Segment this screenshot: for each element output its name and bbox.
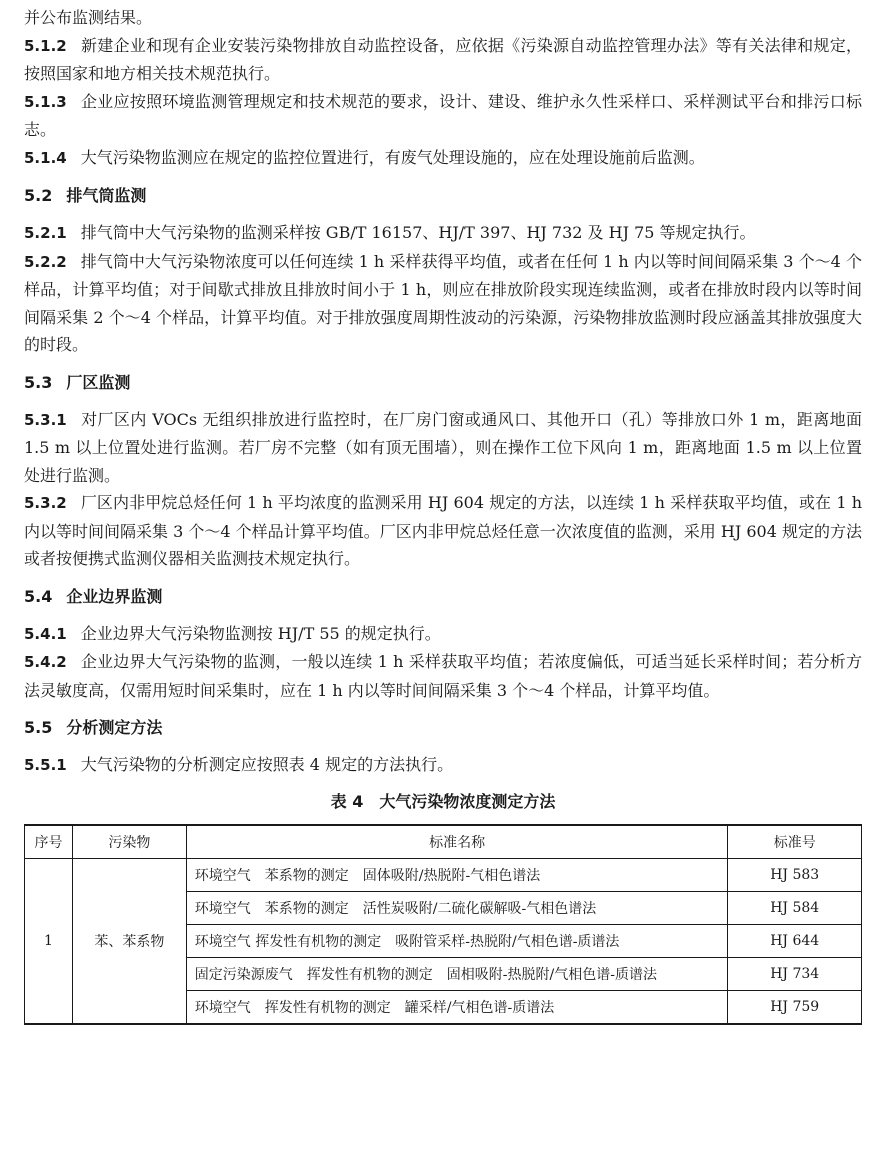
clause-5-3-1 [24, 406, 862, 490]
section-number: 5.3 [24, 372, 53, 392]
section-number: 5.5 [24, 718, 53, 737]
clause-5-1-4 [24, 144, 862, 173]
clause-text: 企业边界大气污染物监测按 HJ/T 55 的规定执行。 [80, 623, 441, 643]
table-caption-title: 大气污染物浓度测定方法 [379, 791, 556, 811]
section-title: 企业边界监测 [66, 586, 163, 606]
clause-text: 大气污染物的分析测定应按照表 4 规定的方法执行。 [80, 755, 454, 774]
cell-standard-name: 环境空气 苯系物的测定 固体吸附/热脱附-气相色谱法 [186, 858, 728, 891]
clause-number: 5.1.3 [24, 92, 67, 111]
section-heading-5-4 [24, 583, 862, 610]
clause-5-5-1 [24, 751, 862, 780]
section-heading-5-3 [24, 369, 862, 396]
clause-5-2-2 [24, 248, 862, 359]
document-page [24, 4, 862, 1025]
cell-standard-name: 环境空气 挥发性有机物的测定 罐采样/气相色谱-质谱法 [186, 990, 728, 1024]
cell-seq: 1 [25, 858, 73, 1024]
clause-text: 新建企业和现有企业安装污染物排放自动监控设备，应依据《污染源自动监控管理办法》等有关法律和规定，按照国家和地方相关技术规范执行。 [24, 35, 862, 83]
clause-number: 5.3.2 [24, 494, 67, 512]
section-number: 5.4 [24, 586, 53, 606]
section-title: 排气筒监测 [66, 186, 147, 205]
clause-number: 5.1.4 [24, 148, 67, 167]
clause-5-2-1 [24, 219, 862, 248]
clause-text: 排气筒中大气污染物浓度可以任何连续 1 h 采样获得平均值，或者在任何 1 h 内以等时间间隔采集 3 个～4 个样品，计算平均值；对于间歇式排放且排放时间小于 1 h，则应在排放阶段实现连续监测，或者在排放时段内以等时间间隔采集 2 个～4 个样品，计算平均值。对于排放强度周期性波动的污染源，污染物排放监测时段应涵盖其排放强度大的时段。 [24, 251, 862, 354]
clause-5-4-1 [24, 620, 862, 649]
clause-number: 5.2.1 [24, 224, 67, 242]
clause-text: 企业边界大气污染物的监测，一般以连续 1 h 采样获取平均值；若浓度偏低，可适当延长采样时间；若分析方法灵敏度高，仅需用短时间采集时，应在 1 h 内以等时间间隔采集 3 个～4 个样品，计算平均值。 [24, 652, 862, 700]
clause-text: 厂区内非甲烷总烃任何 1 h 平均浓度的监测采用 HJ 604 规定的方法，以连续 1 h 采样获取平均值，或在 1 h 内以等时间间隔采集 3 个～4 个样品计算平均值。厂区内非甲烷总烃任意一次浓度值的监测，采用 HJ 604 规定的方法或者按便携式监测仪器相关监测技术规定执行。 [24, 493, 862, 568]
cell-standard-code: HJ 759 [728, 990, 862, 1024]
table-header-row [25, 825, 862, 859]
clause-text: 排气筒中大气污染物的监测采样按 GB/T 16157、HJ/T 397、HJ 732 及 HJ 75 等规定执行。 [80, 223, 756, 242]
clause-5-1-3 [24, 88, 862, 144]
clause-text: 对厂区内 VOCs 无组织排放进行监控时，在厂房门窗或通风口、其他开口（孔）等排放口外 1 m，距离地面 1.5 m 以上位置处进行监测。若厂房不完整（如有顶无围墙），则在操作工位下风向 1 m，距离地面 1.5 m 以上位置处进行监测。 [24, 409, 862, 485]
clause-5-1-2 [24, 32, 862, 88]
clause-number: 5.4.2 [24, 653, 67, 671]
section-heading-5-2 [24, 182, 862, 209]
clause-5-4-2 [24, 648, 862, 704]
clause-number: 5.3.1 [24, 410, 67, 429]
section-heading-5-5 [24, 714, 862, 741]
header-pollutant: 污染物 [72, 825, 186, 859]
cell-standard-name: 固定污染源废气 挥发性有机物的测定 固相吸附-热脱附/气相色谱-质谱法 [186, 957, 728, 990]
clause-5-3-2 [24, 489, 862, 573]
table-caption [24, 788, 862, 816]
cell-standard-code: HJ 584 [728, 891, 862, 924]
clause-number: 5.1.2 [24, 36, 67, 55]
cell-standard-code: HJ 644 [728, 924, 862, 957]
clause-number: 5.2.2 [24, 252, 67, 271]
standards-table [24, 824, 862, 1025]
cell-pollutant: 苯、苯系物 [72, 858, 186, 1024]
section-number: 5.2 [24, 186, 53, 205]
cell-standard-code: HJ 734 [728, 957, 862, 990]
section-title: 厂区监测 [66, 372, 131, 392]
table-row [25, 858, 862, 891]
intro-paragraph: 并公布监测结果。 [24, 8, 153, 27]
section-title: 分析测定方法 [66, 718, 163, 737]
cell-standard-code: HJ 583 [728, 858, 862, 891]
table-caption-label: 表 4 [330, 791, 364, 811]
clause-number: 5.4.1 [24, 624, 67, 643]
clause-text: 企业应按照环境监测管理规定和技术规范的要求，设计、建设、维护永久性采样口、采样测试平台和排污口标志。 [24, 91, 862, 139]
cell-standard-name: 环境空气 挥发性有机物的测定 吸附管采样-热脱附/气相色谱-质谱法 [186, 924, 728, 957]
header-standard-code: 标准号 [728, 825, 862, 859]
clause-text: 大气污染物监测应在规定的监控位置进行，有废气处理设施的，应在处理设施前后监测。 [80, 147, 705, 167]
clause-number: 5.5.1 [24, 756, 67, 774]
header-seq: 序号 [25, 825, 73, 859]
header-standard-name: 标准名称 [186, 825, 728, 859]
cell-standard-name: 环境空气 苯系物的测定 活性炭吸附/二硫化碳解吸-气相色谱法 [186, 891, 728, 924]
